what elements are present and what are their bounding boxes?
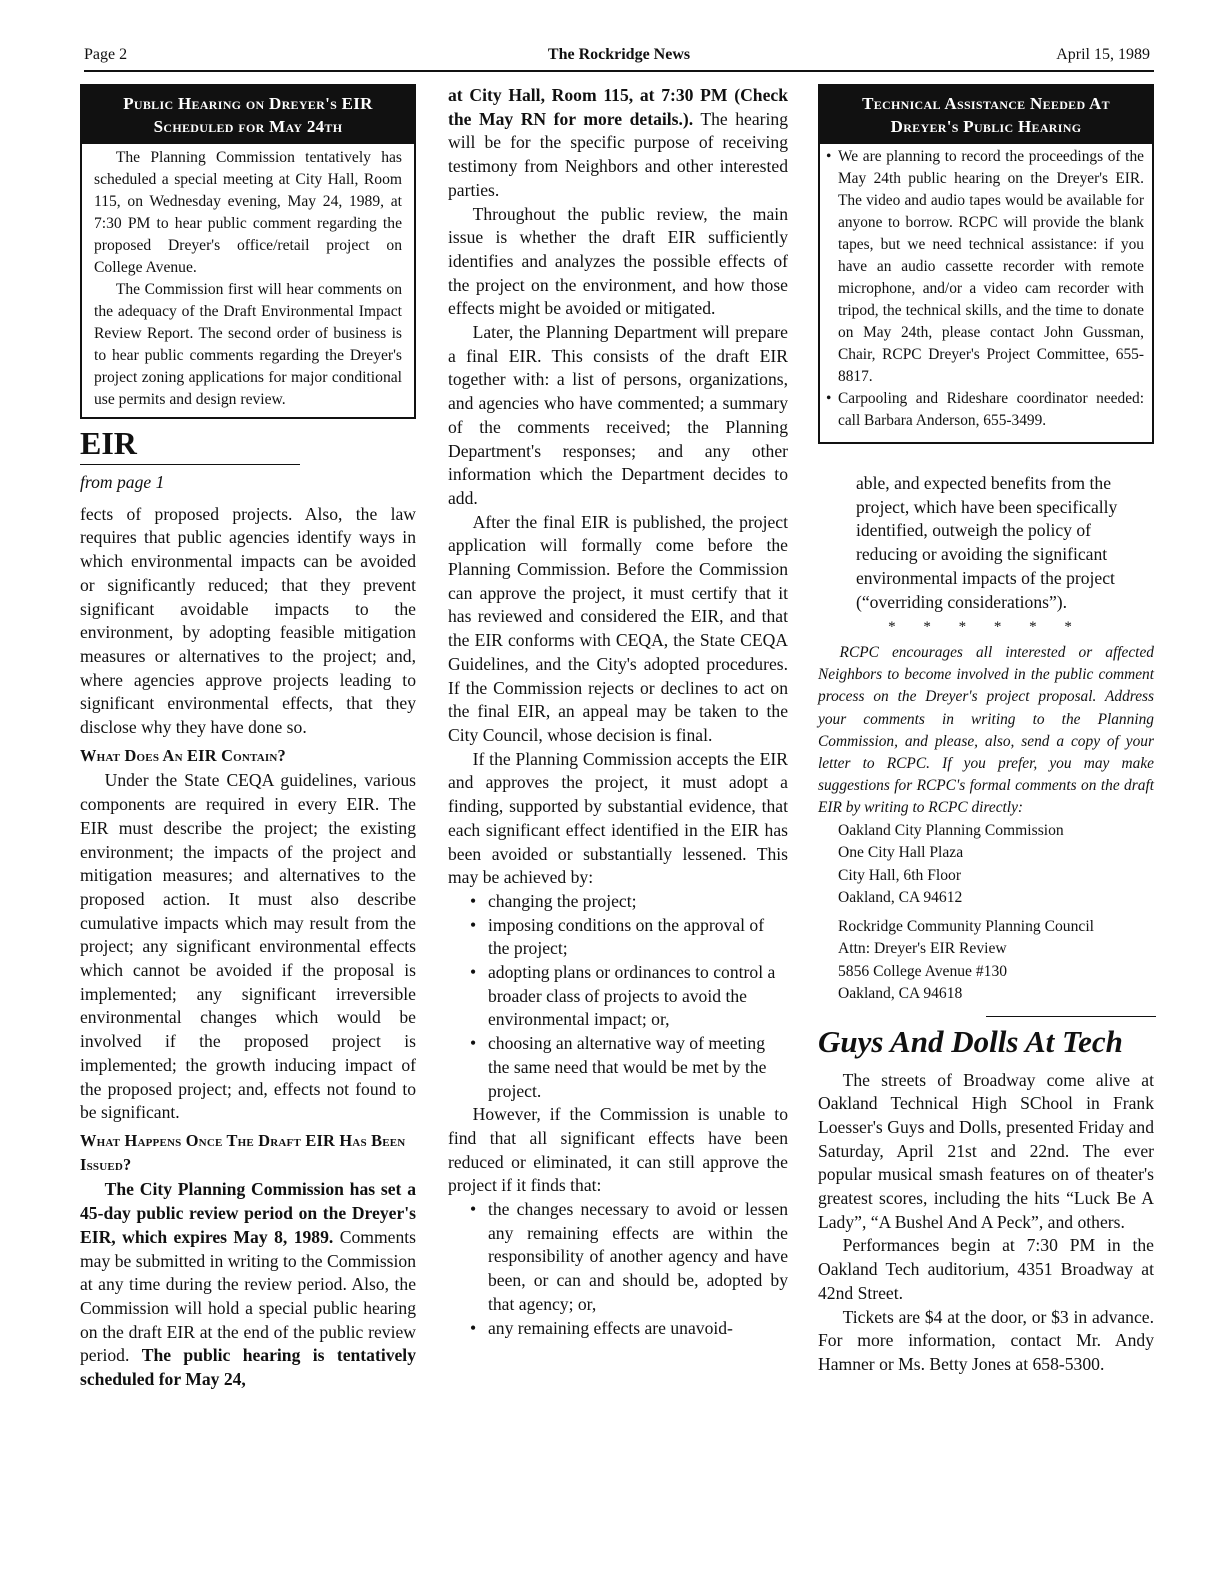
address-line: City Hall, 6th Floor [838, 866, 962, 884]
address-line: Oakland, CA 94618 [838, 985, 963, 1003]
body-text: The hearing will be for the specific purpose of receiving testimony from Neighbors and other interested parties. [448, 108, 789, 200]
article-paragraph: Later, the Planning Department will prepare a final EIR. This consists of the draft EIR together with: a list of persons, organizations, and agencies who have commented; a summary of the comments received; the Planning Department's responses; and any other information which the Department decides to add. [448, 322, 788, 508]
article-paragraph: If the Planning Commission accepts the EIR and approves the project, it must adopt a finding, supported by substantial evidence, that each significant effect identified in the EIR has been avoided or substantially lessened. This may be achieved by: [448, 748, 788, 888]
list-item: • adopting plans or ordinances to control a broader class of projects to avoid the environmental impact; or, [470, 961, 788, 1032]
address-rcpc [818, 916, 1154, 1006]
article-continuation [818, 472, 1154, 614]
article-title: Guys And Dolls At Tech [818, 1023, 1123, 1059]
article-paragraph: fects of proposed projects. Also, the law requires that public agencies identify ways in which environmental impacts can be avoided or significantly reduced; that they prevent significant avoidable impacts to the environment, by adopting feasible mitigation measures or alternatives to the project; and, where agencies approve projects leading to significant environmental effects, that they disclose why they have done so. [80, 503, 416, 738]
list-item: • the changes necessary to avoid or lessen any remaining effects are within the responsibility of another agency and have been, or can and should be, adopted by that agency; or, [470, 1198, 788, 1317]
column-3 [818, 84, 1154, 1377]
hearing-notice-body [82, 144, 414, 417]
override-conditions-list [448, 1198, 788, 1340]
address-planning-commission [818, 820, 1154, 910]
address-line: One City Hall Plaza [838, 844, 964, 862]
hearing-notice-title: Public Hearing on Dreyer's EIR Scheduled for May 24th [82, 86, 414, 144]
emphasis-text: at City Hall, Room 115, at 7:30 PM (Check the May RN for more details.). [448, 85, 788, 129]
body-text: Comments may be submitted in writing to the Commission at any time during the review period. Also, the Commission will hold a special public hearing on the draft EIR at the end of the public review period. [80, 1226, 416, 1366]
column-2 [448, 84, 788, 1340]
issue-date: April 15, 1989 [1056, 46, 1150, 63]
call-to-action: RCPC encourages all interested or affected Neighbors to become involved in the public comment process on the Dreyer's project proposal. Address your comments in writing to the Planning Commission, and please, also, send a copy of your letter to RCPC. If you prefer, you may make suggestions for RCPC's formal comments on the draft EIR by writing to RCPC directly: [818, 643, 1154, 817]
section-heading: What Happens Once The Draft EIR Has Been Issued? [80, 1130, 406, 1174]
list-item: • We are planning to record the proceedings of the May 24th public hearing on the Dreyer's EIR. The video and audio tapes would be available for anyone to borrow. RCPC will provide the blank tapes, but we need technical assistance: if you have an audio cassette recorder with remote microphone, and/or a video cam recorder with tripod, the technical skills, and the time to donate on May 24th, please contact John Gussman, Chair, RCPC Dreyer's Project Committee, 655-8817. [824, 146, 1144, 388]
technical-assistance-title: Technical Assistance Needed At Dreyer's Public Hearing [820, 86, 1152, 144]
hearing-notice-box [80, 84, 416, 419]
address-line: Attn: Dreyer's EIR Review [838, 940, 1007, 958]
technical-assistance-body [820, 144, 1152, 442]
article-paragraph: Tickets are $4 at the door, or $3 in advance. For more information, contact Mr. Andy Hamner or Ms. Betty Jones at 658-5300. [818, 1306, 1154, 1374]
page-number: Page 2 [84, 46, 128, 63]
divider-rule [986, 1016, 1156, 1017]
list-item: • imposing conditions on the approval of the project; [470, 914, 788, 961]
article-paragraph [80, 1178, 416, 1391]
address-line: Oakland, CA 94612 [838, 889, 963, 907]
article-paragraph: able, and expected benefits from the project, which have been specifically identified, outweigh the policy of reducing or avoiding the significant environmental impacts of the project (“overriding considerations”). [856, 473, 1118, 612]
list-item: • changing the project; [470, 890, 788, 914]
hearing-notice-paragraph: The Commission first will hear comments on the adequacy of the Draft Environmental Impact Review Report. The second order of business is to hear public comments regarding the Dreyer's project zoning applications for major conditional use permits and design review. [94, 281, 402, 408]
article-title: EIR [80, 425, 300, 465]
technical-assistance-box [818, 84, 1154, 444]
continuation-note: from page 1 [80, 472, 165, 492]
section-heading: What Does An EIR Contain? [80, 745, 286, 765]
article-paragraph: Under the State CEQA guidelines, various components are required in every EIR. The EIR must describe the project; the existing environment; the impacts of the project and mitigation measures; and alternatives to the proposed action. It must also describe cumulative impacts which may result from the project; any significant environmental effects which cannot be avoided if the proposal is implemented; any significant irreversible environmental changes which would be involved if the proposed project is implemented; the growth inducing impact of the proposed project; and, effects not found to be significant. [80, 770, 416, 1123]
article-paragraph: Performances begin at 7:30 PM in the Oakland Tech auditorium, 4351 Broadway at 42nd Street. [818, 1235, 1154, 1303]
finding-options-list [448, 890, 788, 1103]
address-line: Oakland City Planning Commission [838, 821, 1064, 839]
list-item: • Carpooling and Rideshare coordinator needed: call Barbara Anderson, 655-3499. [824, 388, 1144, 432]
address-line: Rockridge Community Planning Council [838, 917, 1094, 935]
article-paragraph: Throughout the public review, the main issue is whether the draft EIR sufficiently identifies and analyzes the possible effects of the project on the environment, and how those effects might be avoided or mitigated. [448, 203, 788, 319]
article-paragraph: After the final EIR is published, the project application will formally come before the Planning Commission. Before the Commission can approve the project, it must certify that it has reviewed and considered the EIR, and that the EIR conforms with CEQA, the State CEQA Guidelines, and the City's adopted procedures. If the Commission rejects or declines to act on the final EIR, an appeal may be taken to the City Council, whose decision is final. [448, 511, 788, 745]
emphasis-text: The public hearing is tentatively scheduled for May 24, [80, 1345, 416, 1390]
running-header [84, 44, 1154, 72]
emphasis-text: The City Planning Commission has set a 45-day public review period on the Dreyer's EIR, which expires May 8, 1989. [80, 1179, 416, 1247]
list-item: • choosing an alternative way of meeting the same need that would be met by the project. [470, 1032, 788, 1103]
address-line: 5856 College Avenue #130 [838, 962, 1008, 980]
hearing-notice-paragraph: The Planning Commission tentatively has scheduled a special meeting at City Hall, Room 115, on Wednesday evening, May 24, 1989, at 7:30 PM to hear public comment regarding the proposed Dreyer's office/retail project on College Avenue. [94, 149, 402, 276]
section-divider-stars: * * * * * * [888, 619, 1084, 636]
column-1 [80, 84, 416, 1392]
publication-name: The Rockridge News [547, 46, 691, 63]
list-item: • any remaining effects are unavoid- [470, 1317, 788, 1341]
article-paragraph [448, 84, 788, 203]
article-paragraph: The streets of Broadway come alive at Oakland Technical High SChool in Frank Loesser's Guys and Dolls, presented Friday and Saturday, April 21st and 22nd. The ever popular musical smash features on of theater's greatest scores, including the hits “Luck Be A Lady”, “A Bushel And A Peck”, and others. [818, 1069, 1154, 1232]
article-paragraph: However, if the Commission is unable to find that all significant effects have been reduced or eliminated, it can still approve the project if it finds that: [448, 1104, 788, 1196]
